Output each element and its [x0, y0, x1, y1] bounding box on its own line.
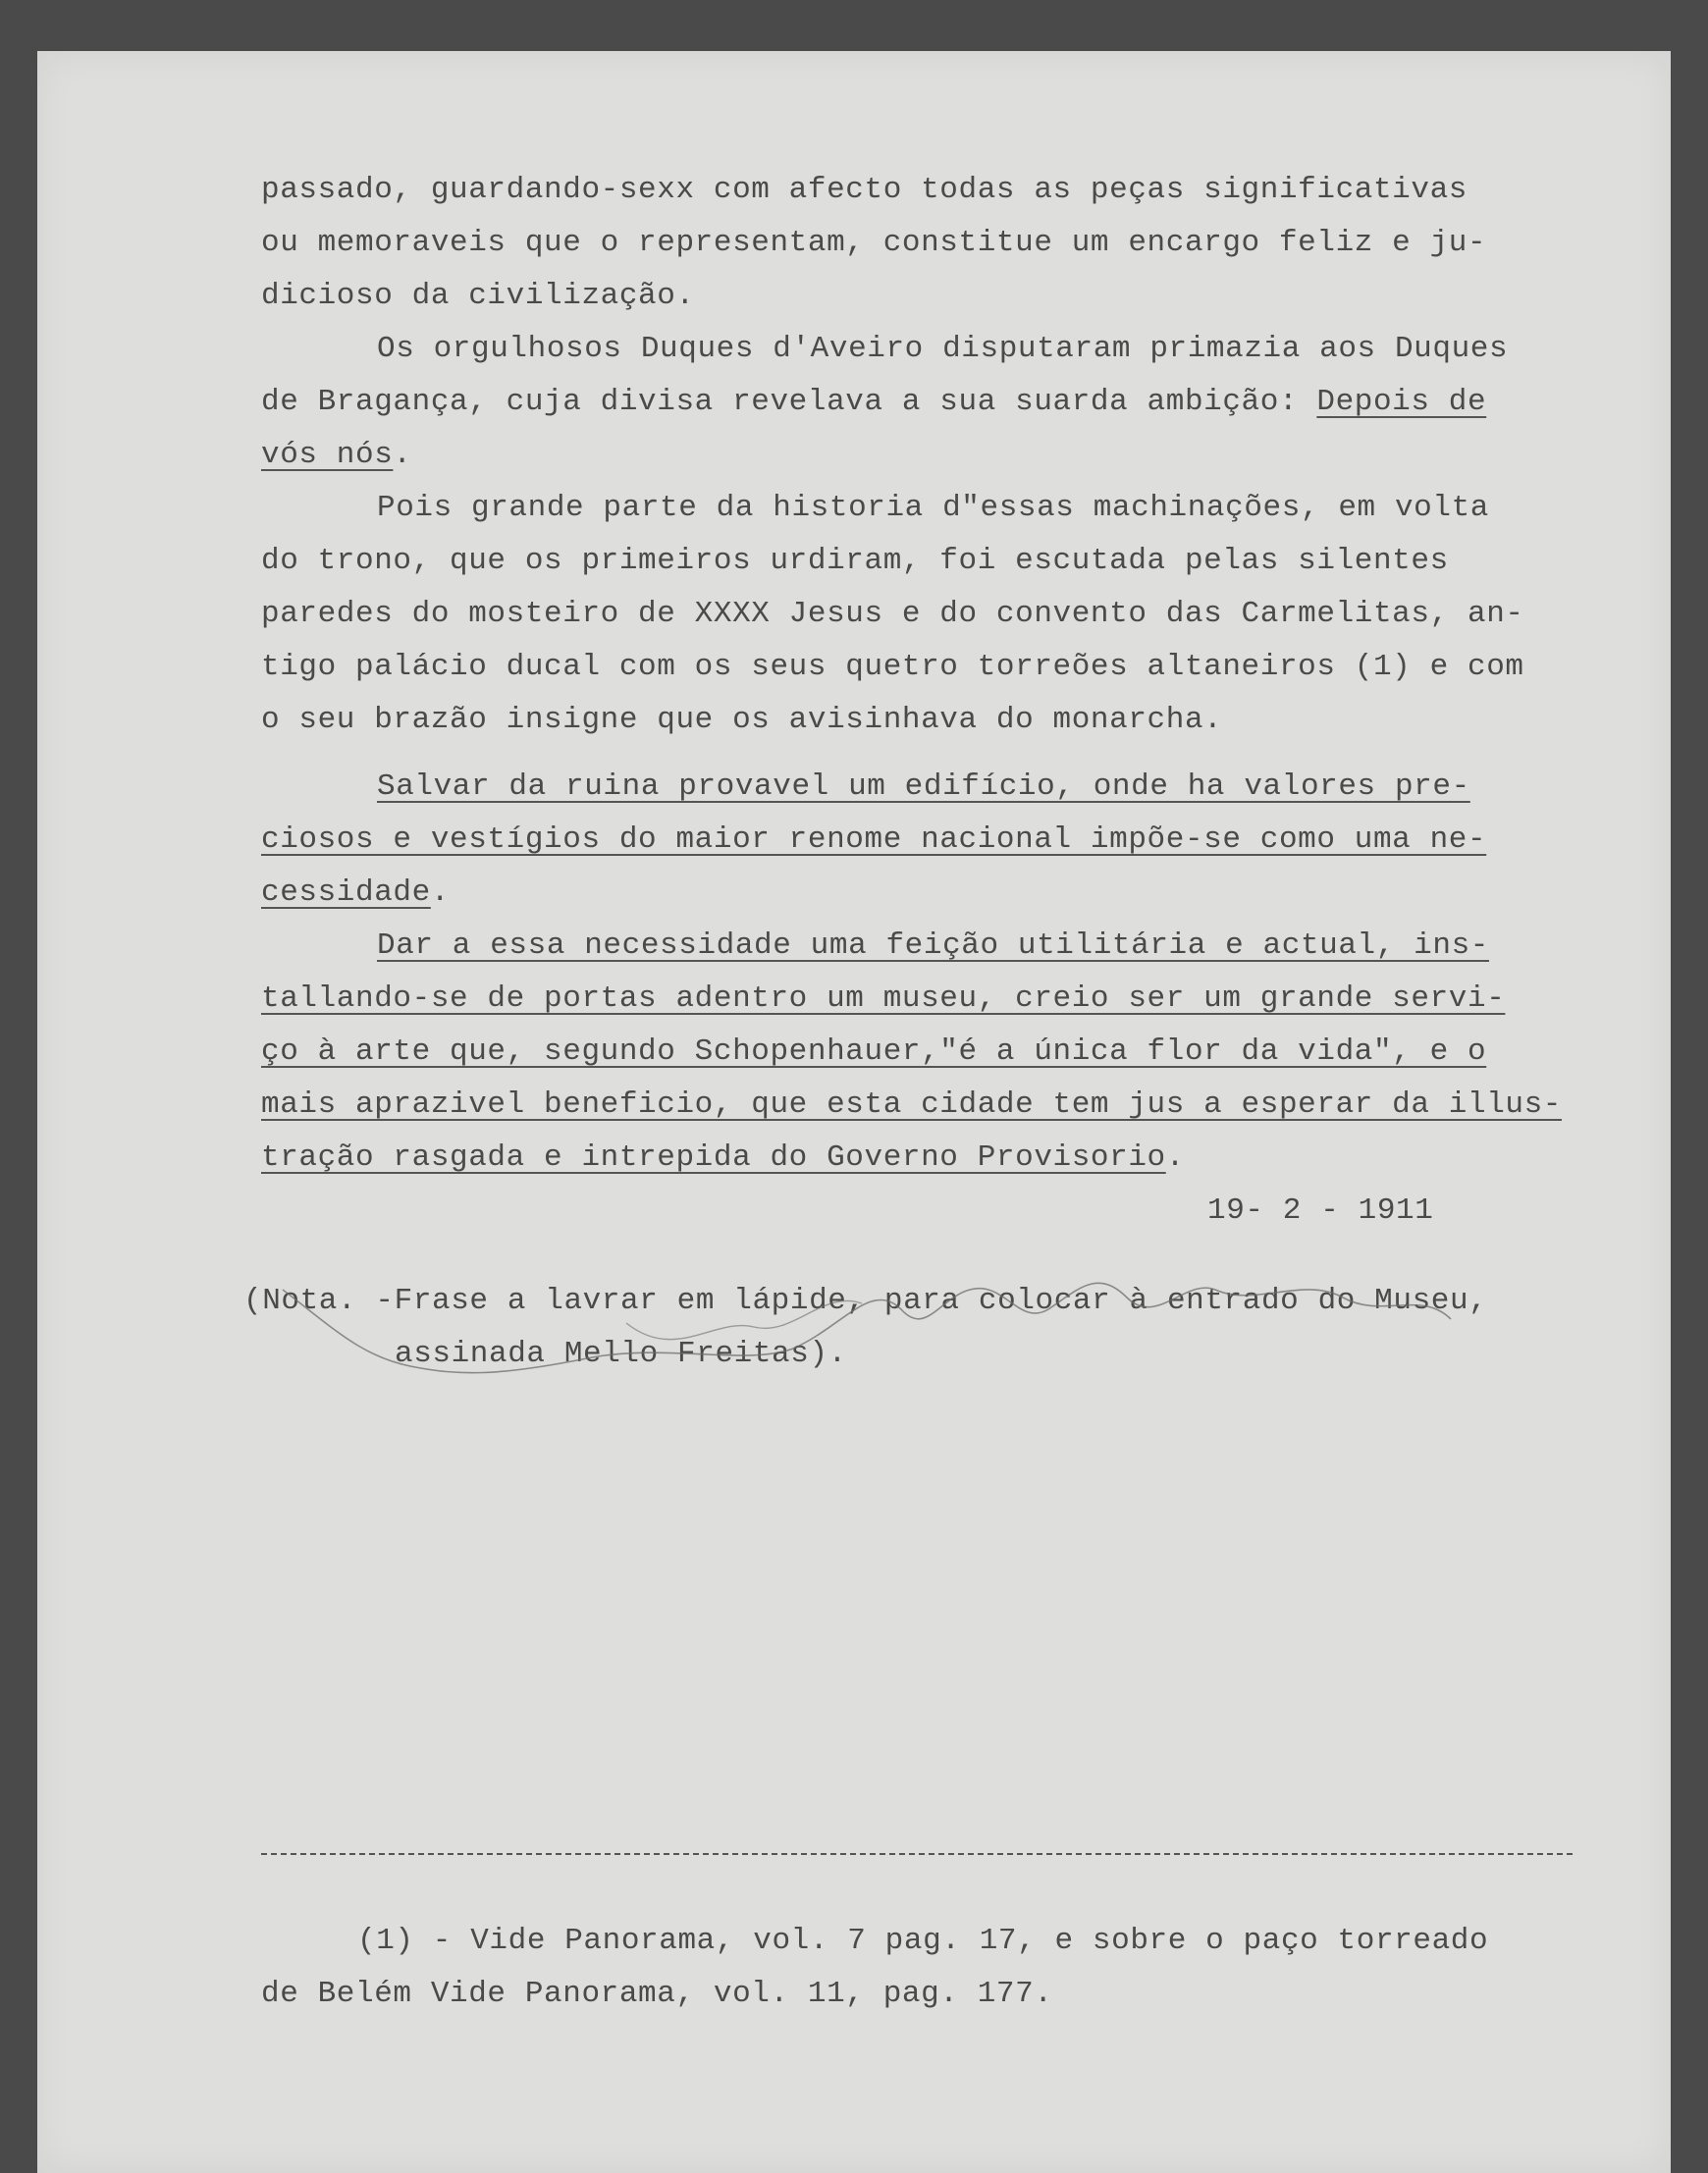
note-line-2: assinada Mello Freitas). [395, 1337, 847, 1371]
paragraph-4-line-2: ciosos e vestígios do maior renome nacional impõe-se como uma ne- [261, 822, 1487, 857]
paragraph-4-line-3 [261, 877, 450, 908]
date: 19- 2 - 1911 [1207, 1193, 1434, 1228]
typewritten-text [37, 51, 1563, 2011]
paragraph-5-line-5 [261, 1142, 1185, 1173]
paragraph-5-line-2: tallando-se de portas adentro um museu, creio ser um grande servi- [261, 981, 1506, 1016]
paragraph-2-line-1: Os orgulhosos Duques d'Aveiro disputaram primazia aos Duques [377, 332, 1509, 366]
footnote-line-1: (1) - Vide Panorama, vol. 7 pag. 17, e sobre o paço torreado [357, 1924, 1489, 1958]
paragraph-3-line-5: o seu brazão insigne que os avisinhava do monarcha. [261, 703, 1223, 737]
paragraph-5-line-1: Dar a essa necessidade uma feição utilitária e actual, ins- [377, 928, 1489, 963]
paragraph-2-line-3 [261, 440, 412, 470]
motto-part-1: Depois de [1316, 385, 1487, 419]
paragraph-3-line-3: paredes do mosteiro de XXXX Jesus e do convento das Carmelitas, an- [261, 597, 1524, 631]
motto-period: . [393, 438, 412, 472]
document-page [37, 51, 1671, 2173]
note-line-1: (Nota. -Frase a lavrar em lápide, para colocar à entrado do Museu, [243, 1284, 1488, 1318]
paragraph-5-period: . [1165, 1140, 1185, 1175]
paragraph-3-line-1: Pois grande parte da historia d"essas machinações, em volta [377, 491, 1489, 525]
paragraph-2-text: de Bragança, cuja divisa revelava a sua suarda ambição: [261, 385, 1317, 419]
paragraph-5-last-text: tração rasgada e intrepida do Governo Provisorio [261, 1140, 1166, 1175]
footnote-separator [261, 1853, 1573, 1855]
paragraph-2-line-2 [261, 387, 1486, 417]
paragraph-4-period: . [430, 875, 451, 910]
paragraph-3-line-2: do trono, que os primeiros urdiram, foi escutada pelas silentes [261, 544, 1449, 578]
motto-part-2: vós nós [261, 438, 394, 472]
paragraph-5-line-4: mais aprazivel beneficio, que esta cidade tem jus a esperar da illus- [261, 1087, 1563, 1122]
paragraph-4-last-word: cessidade [261, 875, 431, 910]
paragraph-1-line-1: passado, guardando-sexx com afecto todas as peças significativas [261, 173, 1468, 207]
footnote-line-2: de Belém Vide Panorama, vol. 11, pag. 177. [261, 1977, 1053, 2011]
paragraph-3-line-4: tigo palácio ducal com os seus quetro torreões altaneiros (1) e com [261, 650, 1524, 684]
paragraph-1-line-3: dicioso da civilização. [261, 279, 695, 313]
paragraph-1-line-2: ou memoraveis que o representam, constitue um encargo feliz e ju- [261, 226, 1487, 260]
paragraph-4-line-1: Salvar da ruina provavel um edifício, onde ha valores pre- [377, 769, 1470, 804]
paragraph-5-line-3: ço à arte que, segundo Schopenhauer,"é a única flor da vida", e o [261, 1034, 1487, 1069]
